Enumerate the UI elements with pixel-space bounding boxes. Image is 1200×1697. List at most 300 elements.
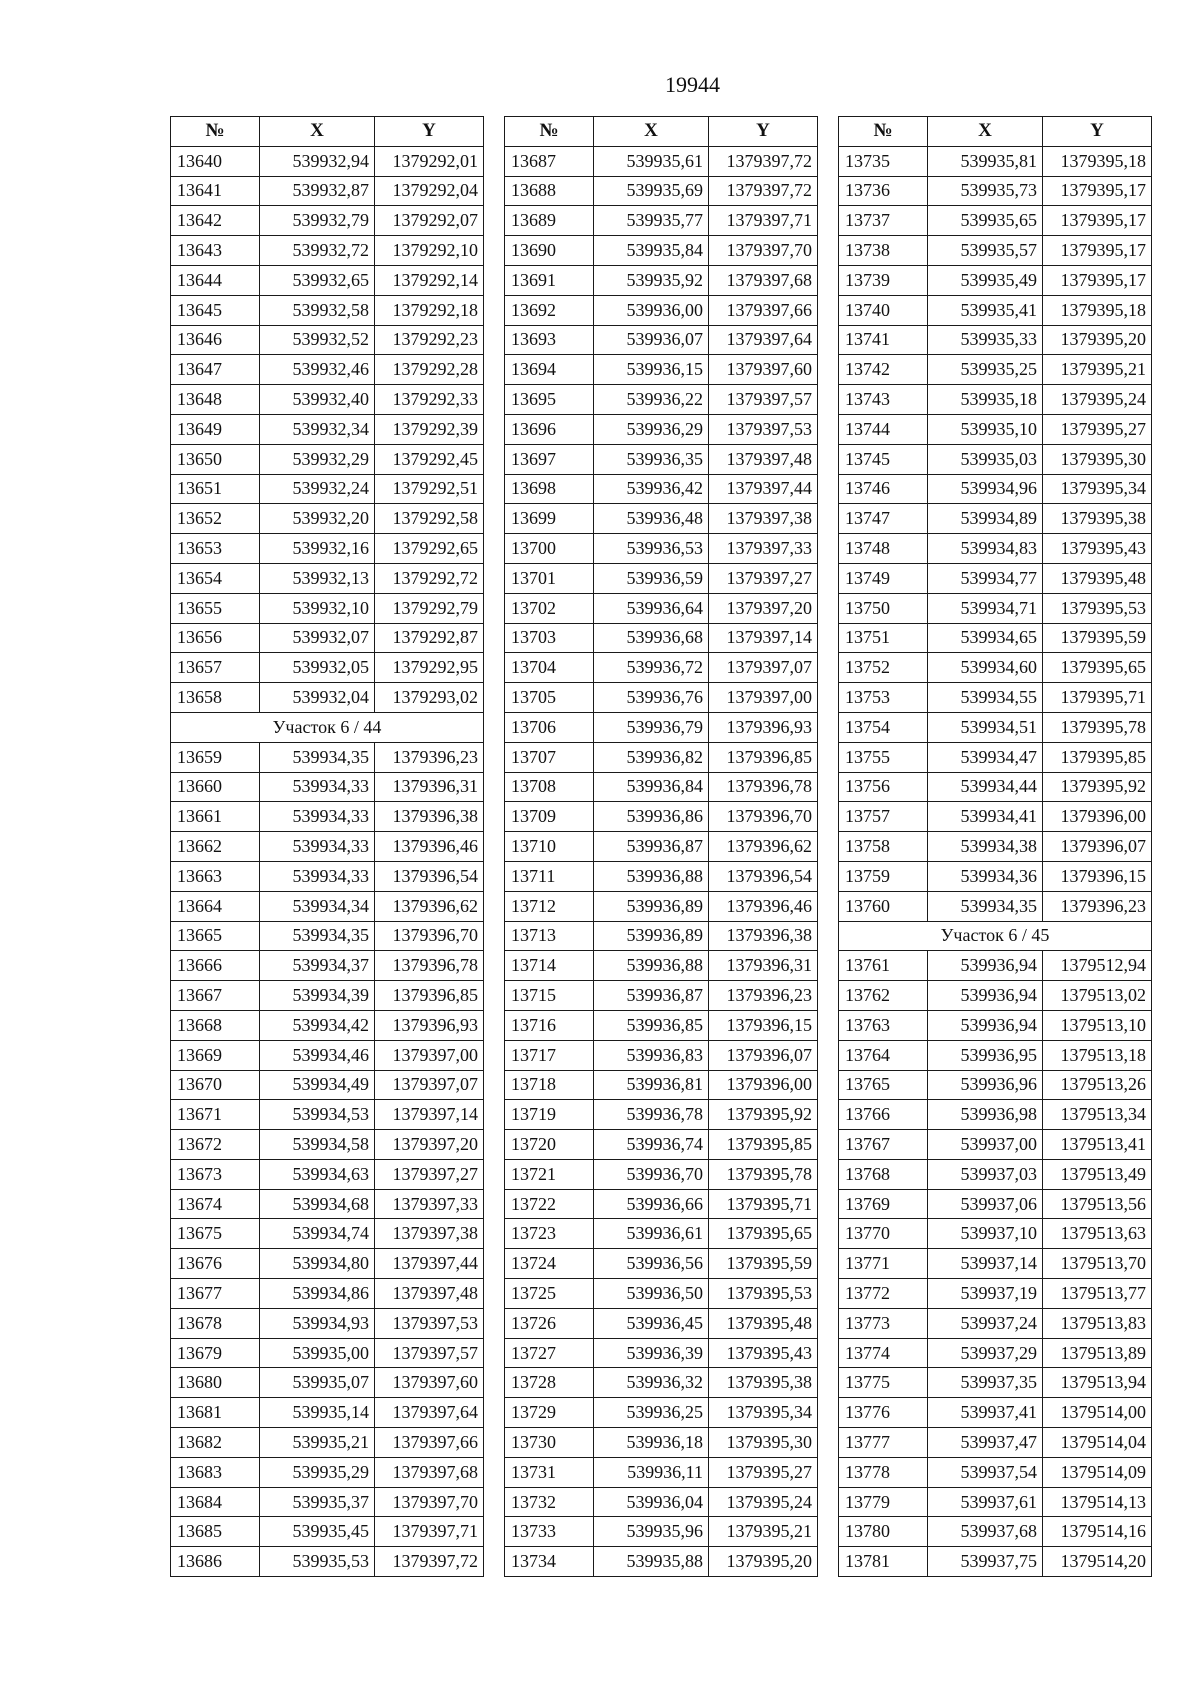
- x-coordinate: 539934,33: [260, 832, 375, 862]
- point-number: 13736: [839, 176, 928, 206]
- point-number: 13735: [839, 146, 928, 176]
- table-row: [505, 1010, 818, 1040]
- x-coordinate: 539932,58: [260, 295, 375, 325]
- x-coordinate: 539937,14: [928, 1249, 1043, 1279]
- table-row: [839, 683, 1152, 713]
- y-coordinate: 1379395,34: [1043, 474, 1152, 504]
- y-coordinate: 1379396,54: [709, 861, 818, 891]
- y-coordinate: 1379397,00: [375, 1040, 484, 1070]
- x-coordinate: 539937,54: [928, 1457, 1043, 1487]
- y-coordinate: 1379395,92: [709, 1100, 818, 1130]
- table-row: [505, 444, 818, 474]
- table-row: [505, 981, 818, 1011]
- y-coordinate: 1379513,18: [1043, 1040, 1152, 1070]
- table-row: [171, 1428, 484, 1458]
- y-coordinate: 1379395,85: [1043, 742, 1152, 772]
- point-number: 13681: [171, 1398, 260, 1428]
- table-row: [839, 1487, 1152, 1517]
- point-number: 13692: [505, 295, 594, 325]
- header-row: [839, 117, 1152, 147]
- y-coordinate: 1379396,15: [1043, 861, 1152, 891]
- y-coordinate: 1379397,72: [709, 176, 818, 206]
- table-row: [505, 772, 818, 802]
- x-coordinate: 539932,46: [260, 355, 375, 385]
- point-number: 13771: [839, 1249, 928, 1279]
- point-number: 13689: [505, 206, 594, 236]
- table-row: [505, 951, 818, 981]
- point-number: 13655: [171, 593, 260, 623]
- table-row: [839, 295, 1152, 325]
- x-coordinate: 539937,03: [928, 1159, 1043, 1189]
- x-coordinate: 539932,05: [260, 653, 375, 683]
- y-coordinate: 1379292,45: [375, 444, 484, 474]
- y-coordinate: 1379397,66: [375, 1428, 484, 1458]
- point-number: 13769: [839, 1189, 928, 1219]
- x-coordinate: 539936,88: [594, 951, 709, 981]
- point-number: 13780: [839, 1517, 928, 1547]
- table-row: [505, 1487, 818, 1517]
- x-coordinate: 539934,60: [928, 653, 1043, 683]
- point-number: 13778: [839, 1457, 928, 1487]
- point-number: 13731: [505, 1457, 594, 1487]
- table-row: [839, 891, 1152, 921]
- x-coordinate: 539935,00: [260, 1338, 375, 1368]
- point-number: 13751: [839, 623, 928, 653]
- x-coordinate: 539935,81: [928, 146, 1043, 176]
- y-coordinate: 1379395,65: [709, 1219, 818, 1249]
- x-coordinate: 539936,81: [594, 1070, 709, 1100]
- y-coordinate: 1379513,89: [1043, 1338, 1152, 1368]
- table-row: [839, 504, 1152, 534]
- table-row: [505, 355, 818, 385]
- table-row: [839, 1219, 1152, 1249]
- point-number: 13648: [171, 385, 260, 415]
- page-number: 19944: [665, 72, 720, 97]
- point-number: 13781: [839, 1547, 928, 1577]
- table-row: [171, 1010, 484, 1040]
- table-row: [839, 444, 1152, 474]
- point-number: 13750: [839, 593, 928, 623]
- x-coordinate: 539937,10: [928, 1219, 1043, 1249]
- y-header: Y: [1043, 117, 1152, 147]
- y-coordinate: 1379395,65: [1043, 653, 1152, 683]
- y-coordinate: 1379513,34: [1043, 1100, 1152, 1130]
- y-coordinate: 1379396,62: [375, 891, 484, 921]
- table-row: [505, 653, 818, 683]
- coordinates-table-2: [504, 116, 818, 1577]
- y-coordinate: 1379396,23: [709, 981, 818, 1011]
- point-number: 13718: [505, 1070, 594, 1100]
- x-coordinate: 539934,33: [260, 802, 375, 832]
- table-row: [505, 683, 818, 713]
- y-coordinate: 1379292,65: [375, 534, 484, 564]
- table-row: [171, 325, 484, 355]
- table-row: [171, 653, 484, 683]
- point-number: 13687: [505, 146, 594, 176]
- table-row: [839, 1368, 1152, 1398]
- y-coordinate: 1379396,78: [375, 951, 484, 981]
- y-coordinate: 1379395,17: [1043, 206, 1152, 236]
- x-coordinate: 539937,68: [928, 1517, 1043, 1547]
- point-number: 13777: [839, 1428, 928, 1458]
- point-number: 13772: [839, 1279, 928, 1309]
- point-number: 13764: [839, 1040, 928, 1070]
- x-coordinate: 539936,04: [594, 1487, 709, 1517]
- y-coordinate: 1379396,07: [709, 1040, 818, 1070]
- x-coordinate: 539934,77: [928, 563, 1043, 593]
- x-coordinate: 539936,35: [594, 444, 709, 474]
- y-coordinate: 1379514,13: [1043, 1487, 1152, 1517]
- y-coordinate: 1379395,71: [709, 1189, 818, 1219]
- x-coordinate: 539934,35: [260, 742, 375, 772]
- y-coordinate: 1379514,16: [1043, 1517, 1152, 1547]
- y-coordinate: 1379395,59: [1043, 623, 1152, 653]
- table-row: [171, 1308, 484, 1338]
- x-coordinate: 539936,07: [594, 325, 709, 355]
- point-number: 13722: [505, 1189, 594, 1219]
- point-number: 13752: [839, 653, 928, 683]
- point-number: 13770: [839, 1219, 928, 1249]
- x-coordinate: 539934,49: [260, 1070, 375, 1100]
- point-number: 13733: [505, 1517, 594, 1547]
- point-number: 13678: [171, 1308, 260, 1338]
- x-coordinate: 539936,66: [594, 1189, 709, 1219]
- x-coordinate: 539936,87: [594, 981, 709, 1011]
- table-row: [505, 1249, 818, 1279]
- point-number: 13762: [839, 981, 928, 1011]
- point-number: 13758: [839, 832, 928, 862]
- y-coordinate: 1379395,48: [1043, 563, 1152, 593]
- y-coordinate: 1379292,07: [375, 206, 484, 236]
- y-coordinate: 1379396,15: [709, 1010, 818, 1040]
- y-coordinate: 1379395,38: [1043, 504, 1152, 534]
- point-number: 13641: [171, 176, 260, 206]
- y-coordinate: 1379396,46: [709, 891, 818, 921]
- point-number: 13699: [505, 504, 594, 534]
- y-coordinate: 1379395,24: [1043, 385, 1152, 415]
- section-label: Участок 6 / 44: [171, 712, 484, 742]
- point-number: 13668: [171, 1010, 260, 1040]
- number-header: №: [839, 117, 928, 147]
- y-coordinate: 1379514,20: [1043, 1547, 1152, 1577]
- table-row: [171, 236, 484, 266]
- x-coordinate: 539936,68: [594, 623, 709, 653]
- y-coordinate: 1379397,71: [709, 206, 818, 236]
- y-coordinate: 1379395,17: [1043, 176, 1152, 206]
- point-number: 13680: [171, 1368, 260, 1398]
- x-coordinate: 539934,51: [928, 712, 1043, 742]
- point-number: 13748: [839, 534, 928, 564]
- table-row: [839, 1308, 1152, 1338]
- header-row: [505, 117, 818, 147]
- x-coordinate: 539934,63: [260, 1159, 375, 1189]
- y-coordinate: 1379513,41: [1043, 1130, 1152, 1160]
- x-coordinate: 539936,00: [594, 295, 709, 325]
- x-coordinate: 539936,98: [928, 1100, 1043, 1130]
- table-row: [171, 623, 484, 653]
- y-coordinate: 1379396,00: [1043, 802, 1152, 832]
- x-coordinate: 539935,45: [260, 1517, 375, 1547]
- table-row: [171, 176, 484, 206]
- point-number: 13690: [505, 236, 594, 266]
- x-coordinate: 539932,65: [260, 265, 375, 295]
- y-coordinate: 1379292,72: [375, 563, 484, 593]
- y-coordinate: 1379395,27: [709, 1457, 818, 1487]
- point-number: 13704: [505, 653, 594, 683]
- point-number: 13714: [505, 951, 594, 981]
- x-coordinate: 539932,10: [260, 593, 375, 623]
- y-coordinate: 1379292,01: [375, 146, 484, 176]
- point-number: 13719: [505, 1100, 594, 1130]
- x-coordinate: 539932,52: [260, 325, 375, 355]
- y-coordinate: 1379513,63: [1043, 1219, 1152, 1249]
- table-row: [839, 1547, 1152, 1577]
- point-number: 13754: [839, 712, 928, 742]
- x-coordinate: 539934,89: [928, 504, 1043, 534]
- x-coordinate: 539937,61: [928, 1487, 1043, 1517]
- point-number: 13763: [839, 1010, 928, 1040]
- table-row: [505, 295, 818, 325]
- point-number: 13656: [171, 623, 260, 653]
- point-number: 13716: [505, 1010, 594, 1040]
- y-coordinate: 1379513,94: [1043, 1368, 1152, 1398]
- point-number: 13709: [505, 802, 594, 832]
- y-coordinate: 1379397,44: [709, 474, 818, 504]
- table-row: [171, 295, 484, 325]
- table-row: [171, 414, 484, 444]
- x-coordinate: 539934,41: [928, 802, 1043, 832]
- y-coordinate: 1379395,48: [709, 1308, 818, 1338]
- x-coordinate: 539935,53: [260, 1547, 375, 1577]
- table-row: [505, 206, 818, 236]
- table-row: [171, 891, 484, 921]
- table-row: [171, 206, 484, 236]
- x-coordinate: 539937,00: [928, 1130, 1043, 1160]
- point-number: 13724: [505, 1249, 594, 1279]
- table-row: [505, 712, 818, 742]
- table-row: [171, 265, 484, 295]
- point-number: 13659: [171, 742, 260, 772]
- x-coordinate: 539935,07: [260, 1368, 375, 1398]
- point-number: 13730: [505, 1428, 594, 1458]
- table-row: [171, 1130, 484, 1160]
- x-coordinate: 539935,77: [594, 206, 709, 236]
- table-row: [171, 1159, 484, 1189]
- point-number: 13643: [171, 236, 260, 266]
- x-coordinate: 539934,71: [928, 593, 1043, 623]
- table-row: [505, 325, 818, 355]
- point-number: 13717: [505, 1040, 594, 1070]
- y-coordinate: 1379292,04: [375, 176, 484, 206]
- y-coordinate: 1379397,38: [709, 504, 818, 534]
- section-row: [839, 921, 1152, 951]
- table-row: [505, 1100, 818, 1130]
- table-row: [171, 832, 484, 862]
- x-coordinate: 539934,83: [928, 534, 1043, 564]
- x-coordinate: 539936,94: [928, 951, 1043, 981]
- y-coordinate: 1379396,07: [1043, 832, 1152, 862]
- x-coordinate: 539934,65: [928, 623, 1043, 653]
- point-number: 13712: [505, 891, 594, 921]
- x-coordinate: 539936,25: [594, 1398, 709, 1428]
- y-coordinate: 1379395,92: [1043, 772, 1152, 802]
- x-coordinate: 539936,76: [594, 683, 709, 713]
- y-coordinate: 1379397,72: [375, 1547, 484, 1577]
- x-coordinate: 539934,39: [260, 981, 375, 1011]
- y-coordinate: 1379396,00: [709, 1070, 818, 1100]
- x-coordinate: 539936,56: [594, 1249, 709, 1279]
- point-number: 13691: [505, 265, 594, 295]
- x-coordinate: 539935,69: [594, 176, 709, 206]
- table-row: [839, 1517, 1152, 1547]
- table-row: [171, 504, 484, 534]
- y-coordinate: 1379396,70: [709, 802, 818, 832]
- y-coordinate: 1379397,14: [709, 623, 818, 653]
- x-coordinate: 539932,79: [260, 206, 375, 236]
- x-coordinate: 539934,38: [928, 832, 1043, 862]
- table-row: [505, 563, 818, 593]
- y-coordinate: 1379397,60: [709, 355, 818, 385]
- table-row: [839, 832, 1152, 862]
- table-row: [839, 414, 1152, 444]
- y-coordinate: 1379395,21: [709, 1517, 818, 1547]
- x-coordinate: 539932,40: [260, 385, 375, 415]
- table-row: [505, 236, 818, 266]
- point-number: 13761: [839, 951, 928, 981]
- x-coordinate: 539935,41: [928, 295, 1043, 325]
- x-coordinate: 539935,88: [594, 1547, 709, 1577]
- y-coordinate: 1379292,58: [375, 504, 484, 534]
- table-row: [171, 1279, 484, 1309]
- table-row: [171, 534, 484, 564]
- table-row: [839, 1159, 1152, 1189]
- table-row: [505, 1279, 818, 1309]
- table-row: [505, 1130, 818, 1160]
- table-row: [839, 1457, 1152, 1487]
- table-row: [171, 1517, 484, 1547]
- y-coordinate: 1379513,77: [1043, 1279, 1152, 1309]
- table-row: [839, 1428, 1152, 1458]
- x-coordinate: 539935,84: [594, 236, 709, 266]
- x-coordinate: 539936,79: [594, 712, 709, 742]
- point-number: 13660: [171, 772, 260, 802]
- y-coordinate: 1379513,02: [1043, 981, 1152, 1011]
- table-row: [171, 772, 484, 802]
- point-number: 13721: [505, 1159, 594, 1189]
- x-coordinate: 539934,42: [260, 1010, 375, 1040]
- point-number: 13744: [839, 414, 928, 444]
- point-number: 13647: [171, 355, 260, 385]
- x-coordinate: 539934,47: [928, 742, 1043, 772]
- table-row: [171, 563, 484, 593]
- table-row: [505, 1189, 818, 1219]
- point-number: 13756: [839, 772, 928, 802]
- x-coordinate: 539936,74: [594, 1130, 709, 1160]
- y-coordinate: 1379397,70: [375, 1487, 484, 1517]
- y-coordinate: 1379395,78: [1043, 712, 1152, 742]
- x-coordinate: 539932,24: [260, 474, 375, 504]
- point-number: 13708: [505, 772, 594, 802]
- table-row: [839, 1010, 1152, 1040]
- y-coordinate: 1379397,57: [709, 385, 818, 415]
- y-coordinate: 1379512,94: [1043, 951, 1152, 981]
- y-coordinate: 1379397,38: [375, 1219, 484, 1249]
- x-coordinate: 539932,13: [260, 563, 375, 593]
- y-coordinate: 1379514,04: [1043, 1428, 1152, 1458]
- x-coordinate: 539932,94: [260, 146, 375, 176]
- y-coordinate: 1379292,95: [375, 653, 484, 683]
- table-row: [171, 1070, 484, 1100]
- y-coordinate: 1379397,33: [709, 534, 818, 564]
- y-coordinate: 1379292,10: [375, 236, 484, 266]
- table-row: [505, 146, 818, 176]
- x-coordinate: 539936,94: [928, 1010, 1043, 1040]
- point-number: 13738: [839, 236, 928, 266]
- point-number: 13675: [171, 1219, 260, 1249]
- y-coordinate: 1379292,39: [375, 414, 484, 444]
- point-number: 13737: [839, 206, 928, 236]
- point-number: 13697: [505, 444, 594, 474]
- table-row: [171, 1368, 484, 1398]
- x-coordinate: 539935,49: [928, 265, 1043, 295]
- table-row: [505, 1428, 818, 1458]
- table-row: [171, 474, 484, 504]
- y-coordinate: 1379397,60: [375, 1368, 484, 1398]
- y-coordinate: 1379396,23: [375, 742, 484, 772]
- x-coordinate: 539936,82: [594, 742, 709, 772]
- x-coordinate: 539934,46: [260, 1040, 375, 1070]
- y-coordinate: 1379292,23: [375, 325, 484, 355]
- point-number: 13767: [839, 1130, 928, 1160]
- table-row: [505, 861, 818, 891]
- x-coordinate: 539937,19: [928, 1279, 1043, 1309]
- y-coordinate: 1379397,53: [709, 414, 818, 444]
- table-row: [505, 1368, 818, 1398]
- point-number: 13652: [171, 504, 260, 534]
- point-number: 13683: [171, 1457, 260, 1487]
- point-number: 13666: [171, 951, 260, 981]
- point-number: 13661: [171, 802, 260, 832]
- x-coordinate: 539936,84: [594, 772, 709, 802]
- x-coordinate: 539936,59: [594, 563, 709, 593]
- point-number: 13654: [171, 563, 260, 593]
- table-row: [839, 802, 1152, 832]
- y-coordinate: 1379397,00: [709, 683, 818, 713]
- x-coordinate: 539936,45: [594, 1308, 709, 1338]
- table-row: [171, 1487, 484, 1517]
- table-row: [839, 325, 1152, 355]
- x-coordinate: 539936,11: [594, 1457, 709, 1487]
- point-number: 13686: [171, 1547, 260, 1577]
- table-row: [505, 504, 818, 534]
- x-coordinate: 539934,58: [260, 1130, 375, 1160]
- x-coordinate: 539936,22: [594, 385, 709, 415]
- point-number: 13774: [839, 1338, 928, 1368]
- point-number: 13702: [505, 593, 594, 623]
- point-number: 13662: [171, 832, 260, 862]
- point-number: 13760: [839, 891, 928, 921]
- x-coordinate: 539936,94: [928, 981, 1043, 1011]
- point-number: 13669: [171, 1040, 260, 1070]
- point-number: 13673: [171, 1159, 260, 1189]
- x-coordinate: 539936,53: [594, 534, 709, 564]
- table-row: [505, 742, 818, 772]
- x-coordinate: 539936,89: [594, 891, 709, 921]
- y-coordinate: 1379395,71: [1043, 683, 1152, 713]
- table-row: [505, 1398, 818, 1428]
- table-row: [839, 534, 1152, 564]
- x-coordinate: 539934,74: [260, 1219, 375, 1249]
